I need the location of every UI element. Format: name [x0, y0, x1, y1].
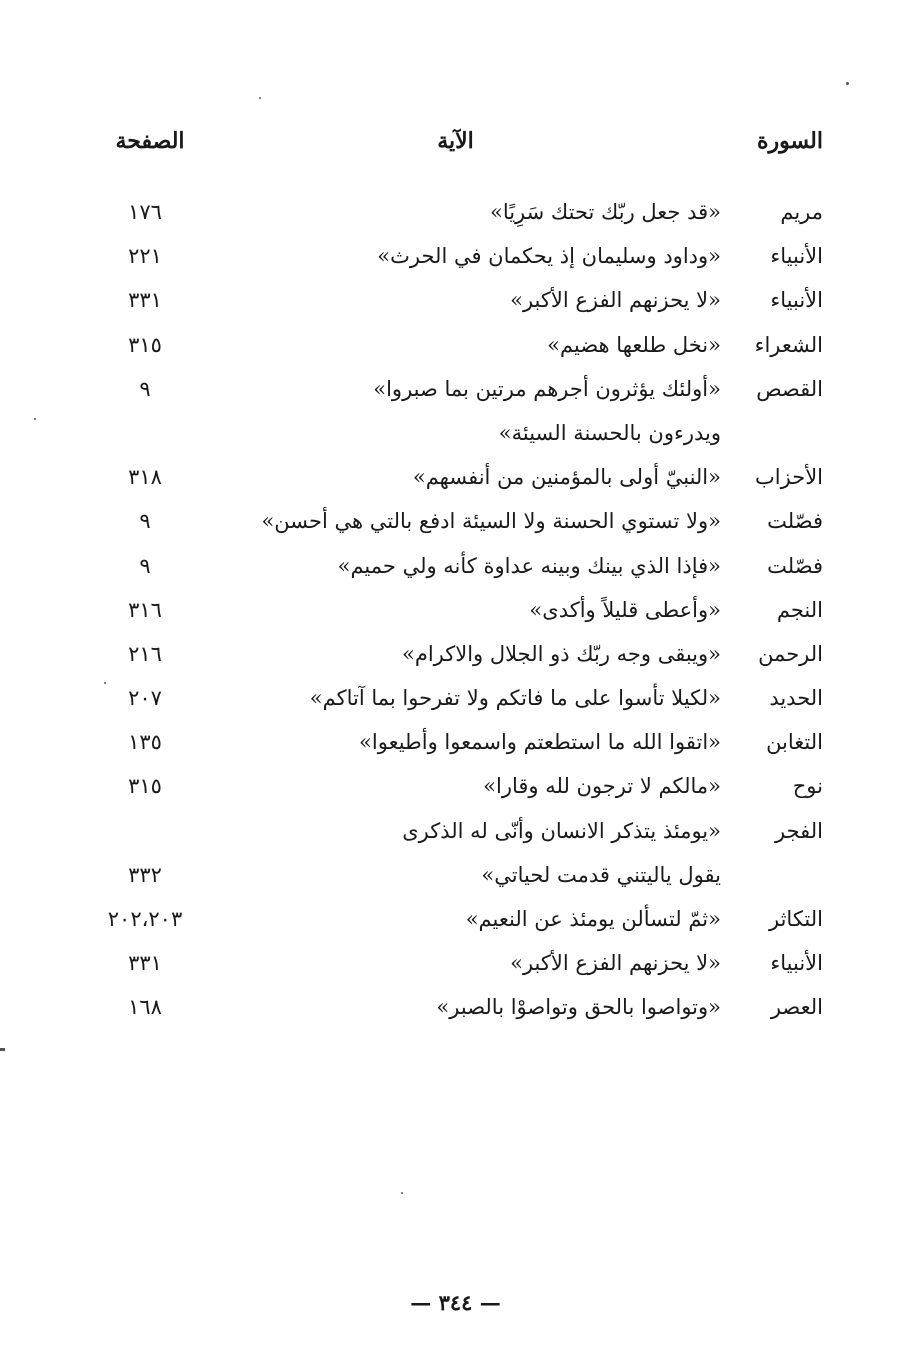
surah-name: التغابن: [766, 730, 823, 755]
ayah-text: «وتواصوا بالحق وتواصوْا بالصبر»: [436, 995, 721, 1020]
table-row: [0, 455, 911, 499]
page-reference: ٣١٥: [128, 774, 162, 799]
surah-name: الأنبياء: [770, 288, 823, 313]
table-row: [0, 941, 911, 985]
page-reference: ٣٣١: [128, 951, 162, 976]
ayah-column-header: الآية: [437, 128, 474, 154]
page-reference: ٣٣١: [128, 288, 162, 313]
ayah-text: «قد جعل ربّك تحتك سَرِيًا»: [489, 200, 721, 224]
ayah-text: «أولئك يؤثرون أجرهم مرتين بما صبروا»: [373, 376, 721, 401]
page-reference: ٩: [139, 553, 151, 578]
surah-column-header: السورة: [757, 128, 823, 154]
page-reference: ٩: [139, 509, 151, 534]
page-reference: ١٦٨: [128, 995, 162, 1020]
ayah-text: ويدرءون بالحسنة السيئة»: [498, 420, 721, 445]
surah-name: مريم: [780, 200, 823, 224]
print-speck: [259, 97, 261, 99]
table-row: [0, 190, 911, 234]
page-reference: ٢١٦: [128, 641, 162, 666]
table-header: [0, 128, 911, 168]
table-row: [0, 809, 911, 853]
ayah-text: «فإذا الذي بينك وبينه عداوة كأنه ولي حميم»: [337, 553, 721, 578]
surah-name: الأنبياء: [770, 951, 823, 976]
surah-name: القصص: [756, 376, 823, 401]
table-row: [0, 278, 911, 322]
page-reference: ٣١٦: [128, 597, 162, 622]
table-row: [0, 764, 911, 808]
page-reference: ٣٣٢: [128, 862, 162, 887]
table-row: [0, 367, 911, 411]
surah-name: فصّلت: [767, 509, 823, 534]
print-speck: [34, 418, 36, 420]
table-row: [0, 323, 911, 367]
ayah-text: «اتقوا الله ما استطعتم واسمعوا وأطيعوا»: [359, 730, 721, 755]
ayah-text: «نخل طلعها هضيم»: [547, 332, 721, 357]
surah-name: العصر: [770, 995, 823, 1020]
surah-name: نوح: [792, 774, 823, 799]
ayah-text: «النبيّ أولى بالمؤمنين من أنفسهم»: [412, 465, 721, 490]
surah-name: الفجر: [775, 818, 823, 843]
table-row: [0, 720, 911, 764]
page-reference: ٢٢١: [128, 244, 162, 269]
surah-name: التكاثر: [769, 907, 823, 931]
table-row: [0, 897, 911, 941]
ayah-text: «مالكم لا ترجون لله وقارا»: [483, 774, 721, 799]
surah-name: الأحزاب: [755, 465, 823, 490]
page-number: — ٣٤٤ —: [410, 1290, 501, 1315]
table-row: [0, 544, 911, 588]
table-row: [0, 588, 911, 632]
ayah-text: «وأعطى قليلاً وأكدى»: [529, 597, 721, 622]
table-row: [0, 499, 911, 543]
page-column-header: الصفحة: [115, 128, 185, 154]
ayah-text: «لا يحزنهم الفزع الأكبر»: [510, 288, 721, 313]
print-speck: [104, 682, 106, 684]
ayah-text: «ثمّ لتسألن يومئذ عن النعيم»: [465, 907, 721, 931]
print-speck: [401, 1192, 403, 1194]
print-speck: [846, 82, 849, 85]
page-reference: ٩: [139, 376, 151, 401]
table-row: [0, 676, 911, 720]
surah-name: الحديد: [769, 686, 823, 711]
ayah-text: يقول ياليتني قدمت لحياتي»: [481, 862, 721, 887]
table-row: [0, 234, 911, 278]
page-reference: ١٣٥: [128, 730, 162, 755]
index-table-body: [0, 190, 911, 1030]
surah-name: فصّلت: [767, 553, 823, 578]
ayah-text: «وداود وسليمان إذ يحكمان في الحرث»: [377, 244, 721, 269]
table-row: [0, 985, 911, 1029]
table-row: [0, 853, 911, 897]
surah-name: النجم: [776, 597, 823, 622]
ayah-text: «ويبقى وجه ربّك ذو الجلال والاكرام»: [401, 641, 721, 666]
page-reference: ٣١٥: [128, 332, 162, 357]
ayah-text: «يومئذ يتذكر الانسان وأنّى له الذكرى: [402, 818, 721, 843]
surah-name: الأنبياء: [770, 244, 823, 269]
surah-name: الشعراء: [754, 332, 823, 357]
ayah-text: «لا يحزنهم الفزع الأكبر»: [510, 951, 721, 976]
table-row: [0, 632, 911, 676]
print-speck: [0, 1048, 5, 1051]
ayah-text: «ولا تستوي الحسنة ولا السيئة ادفع بالتي هي أحسن»: [261, 509, 721, 534]
page-reference: ٢٠٧: [128, 686, 162, 711]
page-reference: ٣١٨: [128, 465, 162, 490]
ayah-text: «لكيلا تأسوا على ما فاتكم ولا تفرحوا بما آتاكم»: [309, 686, 721, 711]
table-row: [0, 411, 911, 455]
page-reference: ٢٠٢،٢٠٣: [107, 907, 183, 931]
page-reference: ١٧٦: [128, 200, 162, 224]
surah-name: الرحمن: [758, 641, 823, 666]
